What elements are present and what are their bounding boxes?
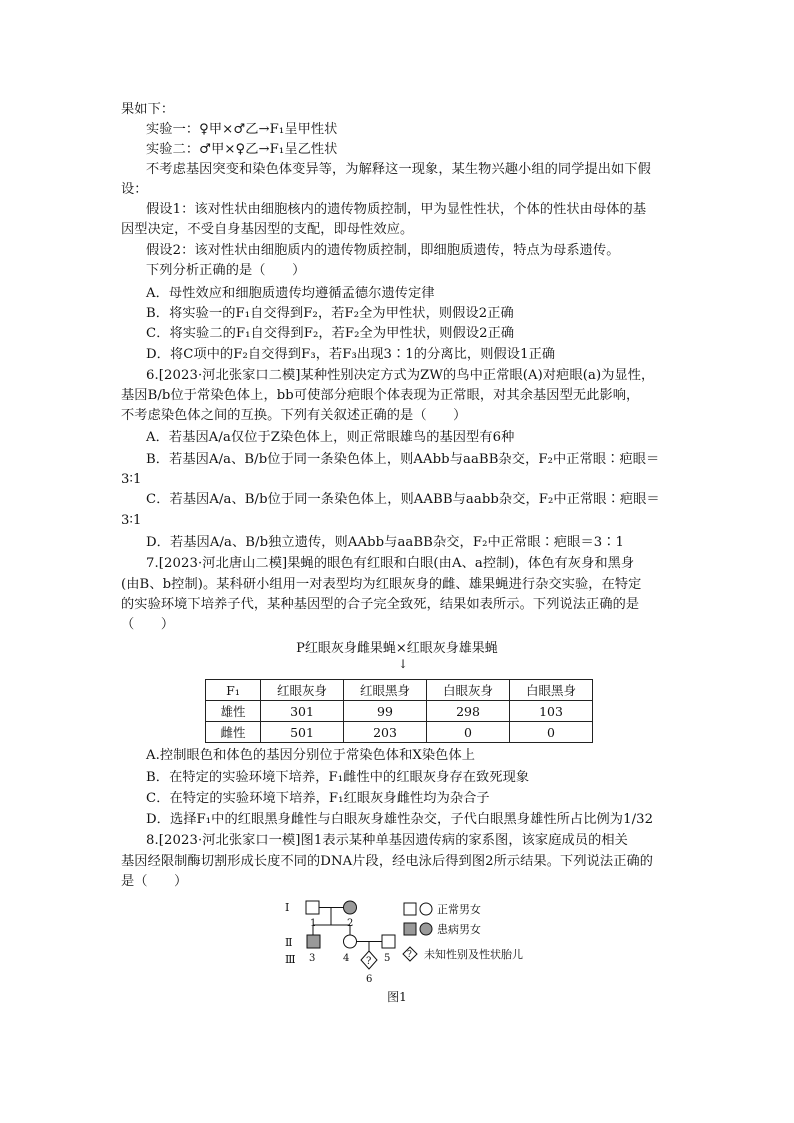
pedigree-figure bbox=[280, 895, 580, 987]
table-row bbox=[206, 701, 593, 722]
text-line: (由B、b控制)。某科研小组用一对表型均为红眼灰身的雌、雄果蝇进行杂交实验，在特定 bbox=[121, 577, 642, 592]
legend-affected-male-icon bbox=[404, 923, 416, 935]
table-cell: 雌性 bbox=[206, 722, 261, 743]
option-d: D．若基因A/a、B/b独立遗传，则AAbb与aaBB杂交，F₂中正常眼∶疤眼＝3∶1 bbox=[146, 535, 625, 550]
text-line: 3∶1 bbox=[121, 513, 142, 528]
legend-affected-label: 患病男女 bbox=[437, 923, 481, 936]
option-a: A．若基因A/a仅位于Z染色体上，则正常眼雄鸟的基因型有6种 bbox=[146, 430, 515, 445]
option-c: C．将实验二的F₁自交得到F₂，若F₂全为甲性状，则假设2正确 bbox=[146, 326, 515, 341]
text-line: 假设2：该对性状由细胞质内的遗传物质控制，即细胞质遗传，特点为母系遗传。 bbox=[146, 243, 620, 258]
table-cell: 0 bbox=[427, 722, 510, 743]
legend-unknown-label: 未知性别及性状胎儿 bbox=[424, 948, 523, 961]
text-line: 基因B/b位于常染色体上，bb可使部分疤眼个体表现为正常眼，对其余基因型无此影响， bbox=[121, 388, 640, 403]
option-b: B．在特定的实验环境下培养，F₁雌性中的红眼灰身存在致死现象 bbox=[146, 770, 530, 785]
table-header-cell: 红眼灰身 bbox=[261, 680, 344, 701]
table-cell: 203 bbox=[344, 722, 427, 743]
table-cell: 301 bbox=[261, 701, 344, 722]
table-cell: 99 bbox=[344, 701, 427, 722]
individual-number: 1 bbox=[310, 918, 317, 929]
text-line: 果如下： bbox=[121, 102, 175, 117]
down-arrow-icon: ↓ bbox=[398, 657, 409, 671]
legend-unknown-mark: ? bbox=[407, 950, 412, 960]
generation-label: Ⅰ bbox=[285, 901, 290, 914]
option-c: C．若基因A/a、B/b位于同一条染色体上，则AABB与aabb杂交，F₂中正常眼∶疤眼＝ bbox=[146, 492, 660, 507]
individual-number: 5 bbox=[384, 953, 391, 964]
text-line: 不考虑染色体之间的互换。下列有关叙述正确的是（ ） bbox=[121, 408, 467, 423]
table-cell: 501 bbox=[261, 722, 344, 743]
question-stem: 下列分析正确的是（ ） bbox=[146, 263, 306, 278]
text-line: 基因经限制酶切割形成长度不同的DNA片段，经电泳后得到图2所示结果。下列说法正确的 bbox=[121, 854, 654, 869]
table-header-row bbox=[206, 680, 593, 701]
unknown-mark: ? bbox=[366, 956, 372, 967]
table-cell: 雄性 bbox=[206, 701, 261, 722]
table-cell: 298 bbox=[427, 701, 510, 722]
table-header-cell: 白眼黑身 bbox=[510, 680, 593, 701]
individual-number: 2 bbox=[347, 918, 354, 929]
text-line: 设： bbox=[121, 182, 148, 197]
normal-male-symbol bbox=[382, 935, 395, 948]
legend-normal-male-icon bbox=[404, 903, 416, 915]
table-cell: 0 bbox=[510, 722, 593, 743]
affected-female-symbol bbox=[344, 901, 357, 914]
table-cell: 103 bbox=[510, 701, 593, 722]
individual-number: 4 bbox=[343, 953, 350, 964]
results-table bbox=[205, 679, 593, 743]
option-a: A．母性效应和细胞质遗传均遵循孟德尔遗传定律 bbox=[146, 286, 435, 301]
text-line: 实验一：♀甲×♂乙→F₁呈甲性状 bbox=[146, 122, 338, 137]
text-line: 3∶1 bbox=[121, 472, 142, 487]
text-line: （ ） bbox=[121, 617, 175, 632]
text-line: 不考虑基因突变和染色体变异等，为解释这一现象，某生物兴趣小组的同学提出如下假 bbox=[146, 162, 651, 177]
option-d: D．选择F₁中的红眼黑身雌性与白眼灰身雄性杂交，子代白眼黑身雄性所占比例为1/32 bbox=[146, 812, 654, 827]
option-a: A.控制眼色和体色的基因分别位于常染色体和X染色体上 bbox=[146, 748, 476, 763]
individual-number: 6 bbox=[366, 974, 373, 985]
table-row bbox=[206, 722, 593, 743]
figure-caption: 图1 bbox=[387, 990, 407, 1004]
table-header-cell: 白眼灰身 bbox=[427, 680, 510, 701]
individual-number: 3 bbox=[309, 953, 316, 964]
table-header-cell: F₁ bbox=[206, 680, 261, 701]
normal-male-symbol bbox=[306, 901, 319, 914]
text-line: 的实验环境下培养子代，某种基因型的合子完全致死，结果如表所示。下列说法正确的是 bbox=[121, 597, 640, 612]
generation-label: Ⅱ bbox=[285, 936, 293, 949]
legend-affected-female-icon bbox=[420, 923, 432, 935]
affected-male-symbol bbox=[307, 935, 320, 948]
option-b: B．将实验一的F₁自交得到F₂，若F₂全为甲性状，则假设2正确 bbox=[146, 306, 514, 321]
option-d: D．将C项中的F₂自交得到F₃，若F₃出现3∶1的分离比，则假设1正确 bbox=[146, 347, 556, 362]
text-line: 假设1：该对性状由细胞核内的遗传物质控制，甲为显性性状，个体的性状由母体的基 bbox=[146, 202, 647, 217]
option-c: C．在特定的实验环境下培养，F₁红眼灰身雌性均为杂合子 bbox=[146, 791, 490, 806]
text-line: 实验二：♂甲×♀乙→F₁呈乙性状 bbox=[146, 142, 338, 157]
normal-female-symbol bbox=[344, 935, 357, 948]
legend-normal-label: 正常男女 bbox=[437, 903, 481, 916]
question-7-stem: 7.[2023·河北唐山二模]果蝇的眼色有红眼和白眼(由A、a控制)，体色有灰身和黑身 bbox=[146, 556, 635, 571]
cross-parents: P红眼灰身雌果蝇×红眼灰身雄果蝇 bbox=[296, 641, 498, 656]
option-b: B．若基因A/a、B/b位于同一条染色体上，则AAbb与aaBB杂交，F₂中正常眼∶疤眼＝ bbox=[146, 452, 660, 467]
legend-normal-female-icon bbox=[420, 903, 432, 915]
question-6-stem: 6.[2023·河北张家口二模]某种性别决定方式为ZW的鸟中正常眼(A)对疤眼(a)为显性， bbox=[146, 368, 655, 383]
text-line: 因型决定，不受自身基因型的支配，即母性效应。 bbox=[121, 222, 414, 237]
table-header-cell: 红眼黑身 bbox=[344, 680, 427, 701]
text-line: 是（ ） bbox=[121, 874, 188, 889]
question-8-stem: 8.[2023·河北张家口一模]图1表示某种单基因遗传病的家系图，该家庭成员的相关 bbox=[146, 833, 628, 848]
generation-label: Ⅲ bbox=[285, 953, 296, 966]
